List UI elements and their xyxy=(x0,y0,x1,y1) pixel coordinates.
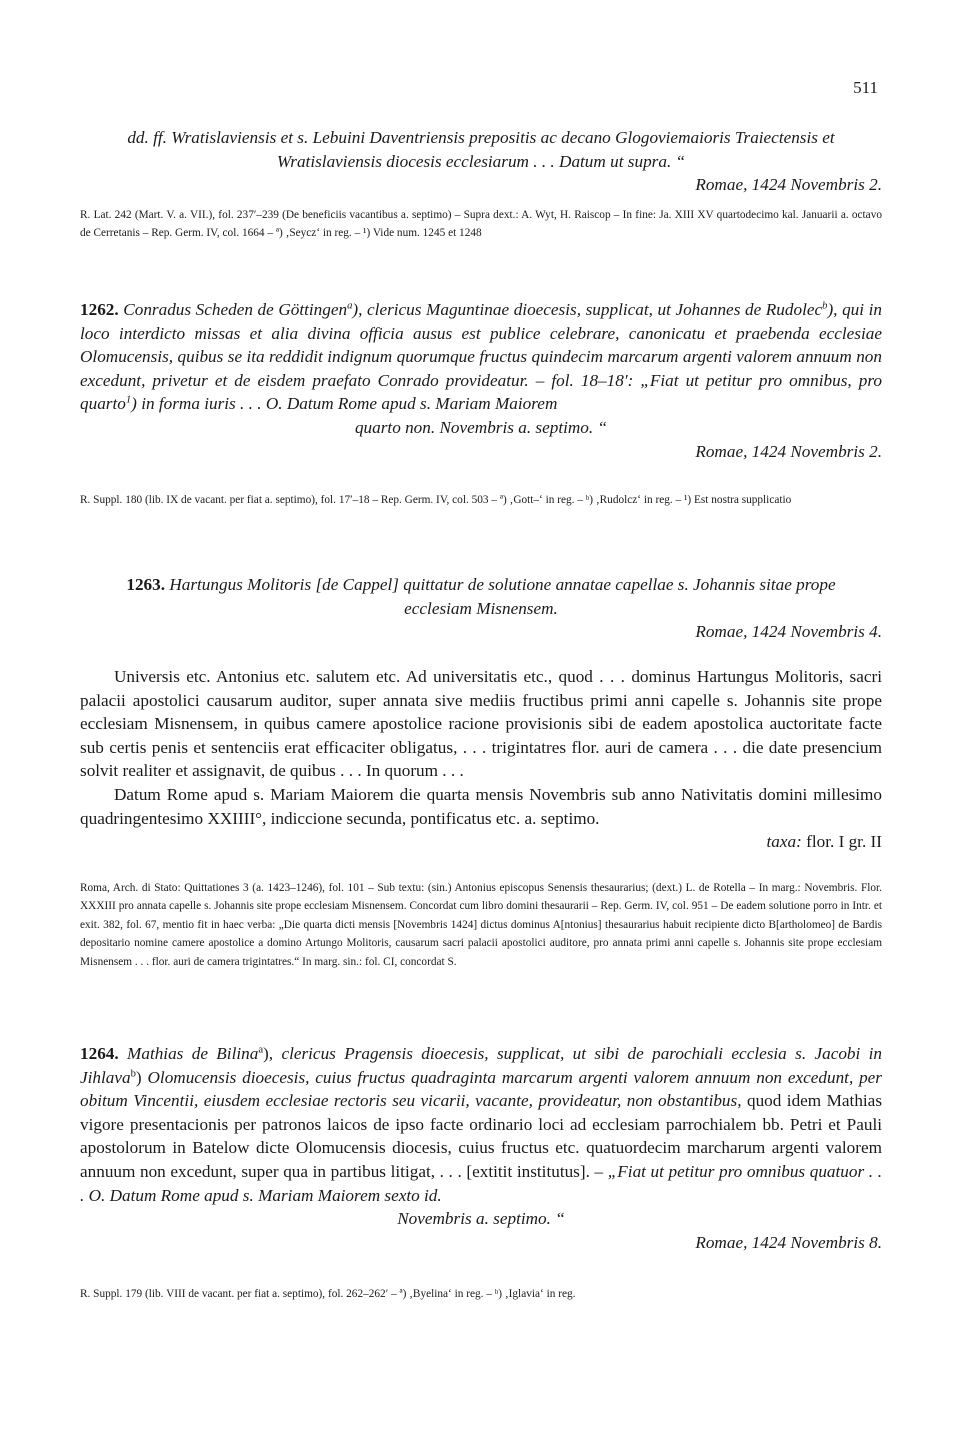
page-number: 511 xyxy=(853,78,878,97)
entry-text: clericus Pragensis dioecesis, supplicat, ut sibi de parochiali ecclesia s. Jacobi in Jihlava xyxy=(80,1044,883,1087)
taxa-label: taxa: xyxy=(766,832,802,852)
entry-text: Olomucensis dioecesis, cuius fructus quadraginta marcarum argenti valorem annuum non excedunt, per obitum Vincentii, eiusdem ecclesiae rectoris seu vicarii, vacante, provideatur, non obstantibus, xyxy=(80,1067,882,1111)
footnote-mark: a xyxy=(347,300,353,312)
footnote-paren: ) xyxy=(352,300,359,319)
entry-1264: 1264. Mathias de Bilina$^a$), clericus Pragensis dioecesis, supplicat, ut sibi de parochiali ecclesia s. Jacobi in Jihlava$^b$) Olomucensis dioecesis, cuius fructus quadraginta marcarum argenti valorem annuum non excedunt, per obitum Vincentii, eiusdem ecclesiae rectoris seu vicarii, vacante, provideatur, non obstantibus, quod idem Mathias vigore presentacionis per patronos laicos de ipso facte ordinario loci ad ecclesiam parrochialem bb. Petri et Pauli apostolorum in Batelow dicte Olomucensis diocesis, cuius fructus etc. quatuordecim marcharum argenti valorem annuum non excedunt, super qua in partibus litigat, . . . [extitit institutus]. – „Fiat ut petitur pro omnibus quatuor . . . O. Datum Rome apud s. Mariam Maiorem sexto id. Novembris a. septimo. “ Romae, 1424 Novembris 8. xyxy=(80,1042,882,1254)
footnote-mark: b xyxy=(822,300,828,312)
entry-title-end: ecclesiam Misnensem. xyxy=(404,598,558,618)
entry-number: 1262. xyxy=(80,300,119,319)
entry-date: Romae, 1424 Novembris 8. xyxy=(695,1232,882,1252)
entry-1263-head xyxy=(80,573,882,644)
footnote-mark: 1 xyxy=(125,394,132,406)
entry-text: „Fiat ut petitur pro omnibus quatuor . . . O. Datum Rome apud s. Mariam Maiorem sexto id. xyxy=(80,1161,883,1205)
entry-title: Hartungus Molitoris [de Cappel] quittatur de solutione annatae capellae s. Johannis sitae prope xyxy=(169,575,836,594)
entry-text-end: quarto non. Novembris a. septimo. “ xyxy=(354,417,608,437)
entry-1263-body xyxy=(80,665,882,854)
prev-text-line1: dd. ff. Wratislaviensis et s. Lebuini Daventriensis prepositis ac decano Glogoviemaioris Traiectensis et xyxy=(127,128,835,147)
footnote-paren: ) xyxy=(131,394,137,414)
taxa-value: flor. I gr. II xyxy=(806,832,882,852)
entry-number: 1264. xyxy=(80,1044,119,1063)
footnote-paren: ) xyxy=(263,1044,269,1063)
entry-text: Conradus Scheden de Göttingen xyxy=(123,300,348,319)
entry-1262: 1262. Conradus Scheden de Göttingen$^a$), clericus Maguntinae dioecesis, supplicat, ut Johannes de Rudolec$^b$), qui in loco interdicto missas et alia divina officia ausus est publice celebrare, canonicatu et praebenda ecclesiae Olomucensis, quibus se ita reddidit indignum quorumque fructus quindecim marcarum argenti valorem annuum non excedunt, privetur et de eisdem praefato Conrado provideatur. – fol. 18–18′: „Fiat ut petitur pro omnibus, pro quarto$^1$) in forma iuris . . . O. Datum Rome apud s. Mariam Maiorem quarto non. Novembris a. septimo. “ Romae, 1424 Novembris 2. xyxy=(80,298,882,463)
footnote-paren: ) xyxy=(827,300,834,319)
prev-date: Romae, 1424 Novembris 2. xyxy=(695,175,882,195)
prev-entry-text xyxy=(80,126,882,197)
entry-text: clericus Maguntinae dioecesis, supplicat, ut Johannes de Rudolec xyxy=(367,300,823,319)
body-paragraph: Universis etc. Antonius etc. salutem etc. Ad universitatis etc., quod . . . dominus Hartungus Molitoris, sacri palacii apostolici causarum auditor, super annata sive mediis fructibus primi anni capelle s. Johannis site prope ecclesiam Misnensem, in quibus camere apostolice racione provisionis sibi de eadem apostolica auctoritate facte sub certis penis et sentenciis erat efficaciter obligatus, . . . trigintatres flor. auri de camera . . . die date presencium solvit realiter et assignavit, de quibus . . . In quorum . . . xyxy=(80,667,882,781)
body-paragraph: Datum Rome apud s. Mariam Maiorem die quarta mensis Novembris sub anno Nativitatis domini millesimo quadringentesimo XXIIII°, indiccione secunda, pontificatus etc. a. septimo. xyxy=(80,784,882,828)
entry-date: Romae, 1424 Novembris 4. xyxy=(695,622,882,642)
prev-footnote: R. Lat. 242 (Mart. V. a. VII.), fol. 237′–239 (De beneficiis vacantibus a. septimo) – Supra dext.: A. Wyt, H. Raiscop – In fine: Ja. XIII XV quartodecimo kal. Januarii a. octavo de Cerretanis – Rep. Germ. IV, col. 1664 – ª) ‚Seycz‘ in reg. – ¹) Vide num. 1245 et 1248 xyxy=(80,209,882,240)
taxa-line xyxy=(80,830,882,854)
entry-text: in forma iuris . . . O. Datum Rome apud s. Mariam Maiorem xyxy=(141,394,558,414)
footnote-paren: ) xyxy=(135,1067,142,1087)
entry-text-roman: quod idem Mathias vigore presentacionis per patronos laicos de ipso facte ordinario loci ad ecclesiam parrochialem bb. Petri et Pauli apostolorum in Batelow dicte Olomucensis diocesis, cuius fructus etc. quatuordecim marcharum argenti valorem annuum non excedunt, super qua in partibus litigat, . . . [extitit institutus]. – xyxy=(80,1091,883,1181)
entry-text-end: Novembris a. septimo. “ xyxy=(397,1209,565,1229)
entry-text: qui in loco interdicto missas et alia divina officia ausus est publice celebrare, canonicatu et praebenda ecclesiae Olomucensis, quibus se ita reddidit indignum quorumque fructus quindecim marcarum argenti valorem annuum non excedunt, privetur et de eisdem praefato Conrado provideatur. – fol. 18–18′: „Fiat ut petitur pro omnibus, pro quarto xyxy=(80,300,882,414)
entry-1263-footnote: Roma, Arch. di Stato: Quittationes 3 (a. 1423–1246), fol. 101 – Sub textu: (sin.) Antonius episcopus Senensis thesaurarius; (dext.) L. de Rotella – In marg.: Novembris. Flor. XXXIII pro annata capelle s. Johannis site prope ecclesiam Misnensem. Concordat cum libro domini thesaurarii – Rep. Germ. IV, col. 951 – De eadem solutione porro in Intr. et exit. 382, fol. 67, mentio fit in haec verba: „Die quarta dicti mensis [Novembris 1424] dictus dominus A[ntonius] thesaurarius habuit recipiente dicto B[artholomeo] de Bardis depositario nomine camere apostolice a domino Artungo Molitoris, causarum sacri palacii apostolici auditore, pro annata primi anni capelle s. Johannis site prope ecclesiam Misnensem . . . flor. auri de camera trigintatres.“ In marg. sin.: fol. CI, concordat S. xyxy=(80,882,882,968)
footnote-mark: b xyxy=(130,1067,136,1079)
entry-date: Romae, 1424 Novembris 2. xyxy=(695,441,882,461)
entry-1262-footnote: R. Suppl. 180 (lib. IX de vacant. per fiat a. septimo), fol. 17′–18 – Rep. Germ. IV, col. 503 – ª) ‚Gott–‘ in reg. – ᵇ) ‚Rudolcz‘ in reg. – ¹) Est nostra supplicatio xyxy=(80,494,792,506)
entry-number: 1263. xyxy=(126,575,166,594)
footnote-mark: a xyxy=(258,1044,264,1056)
prev-text-line2: Wratislaviensis diocesis ecclesiarum . . . Datum ut supra. “ xyxy=(276,151,686,171)
entry-1264-footnote: R. Suppl. 179 (lib. VIII de vacant. per fiat a. septimo), fol. 262–262′ – ª) ‚Byelina‘ in reg. – ᵇ) ‚Iglavia‘ in reg. xyxy=(80,1288,576,1300)
entry-text: Mathias de Bilina xyxy=(127,1044,259,1063)
